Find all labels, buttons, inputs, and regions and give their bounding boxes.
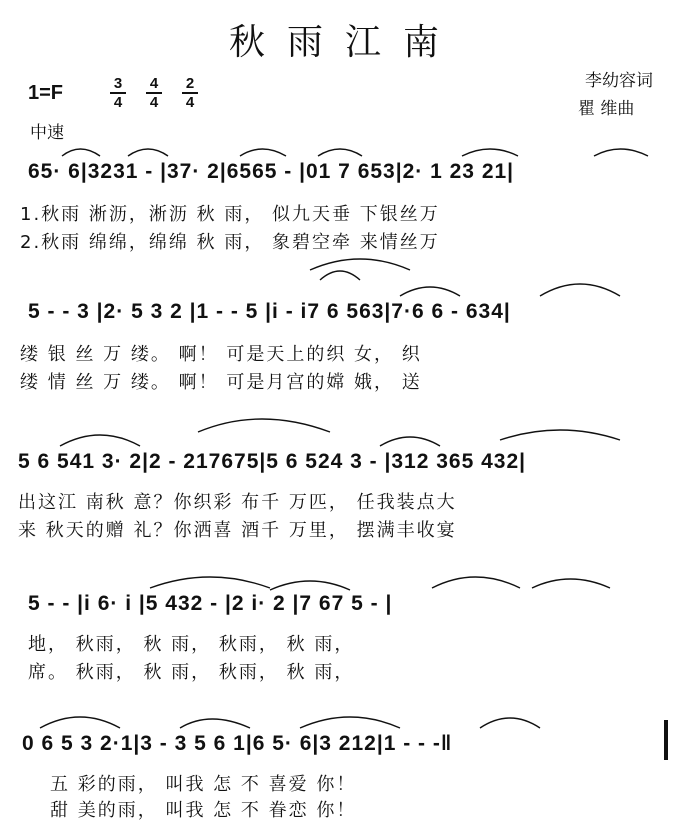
time-signature-4-4: 4 4 (146, 76, 162, 110)
lyric-line-1-verse-1: 1.秋雨 淅沥，淅沥 秋 雨， 似九天垂 下银丝万 (20, 204, 440, 225)
slur (60, 435, 140, 446)
lyric-line-4-verse-1: 地， 秋雨， 秋 雨， 秋雨， 秋 雨， (28, 634, 355, 655)
slur (128, 149, 168, 156)
notation-line-1: 65· 6|3231 - |37· 2|6565 - |01 7 653|2· 1 23 21| (28, 160, 515, 183)
slur (594, 149, 648, 156)
slur (62, 149, 100, 156)
notation-line-3: 5 6 541 3· 2|2 - 217675|5 6 524 3 - |312 365 432| (18, 450, 527, 473)
lyricist-credit: 李幼容词 (585, 71, 653, 91)
slur (480, 718, 540, 728)
slur (500, 430, 620, 440)
slur (270, 581, 350, 590)
notation-line-2: 5 - - 3 |2· 5 3 2 |1 - - 5 |i - i7 6 563|7·6 6 - 634| (28, 300, 511, 323)
lyric-line-4-verse-2: 席。 秋雨， 秋 雨， 秋雨， 秋 雨， (28, 662, 355, 683)
slur (432, 577, 520, 588)
slur (380, 437, 440, 446)
slur (318, 149, 362, 156)
lyric-line-5-verse-1: 五 彩的雨， 叫我 怎 不 喜爱 你！ (50, 774, 357, 795)
slur (40, 717, 120, 728)
notation-line-4: 5 - - |i 6· i |5 432 - |2 i· 2 |7 67 5 - | (28, 592, 393, 615)
slur (150, 577, 270, 588)
time-signature-2-4: 2 4 (182, 76, 198, 110)
lyric-line-3-verse-2: 来 秋天的赠 礼？你洒喜 酒千 万里， 摆满丰收宴 (18, 520, 457, 541)
song-title: 秋雨江南 (228, 22, 461, 63)
slur (180, 719, 250, 728)
composer-credit: 瞿 维曲 (578, 99, 635, 119)
slur (310, 259, 410, 270)
slur (400, 287, 460, 296)
lyric-line-3-verse-1: 出这江 南秋 意？你织彩 布千 万匹， 任我装点大 (18, 492, 457, 513)
lyric-line-2-verse-2: 缕 情 丝 万 缕。 啊！ 可是月宫的嫦 娥， 送 (20, 372, 422, 393)
slur (300, 717, 400, 728)
notation-line-5: 0 6 5 3 2·1|3 - 3 5 6 1|6 5· 6|3 212|1 - - -‖ (22, 732, 453, 755)
lyric-line-5-verse-2: 甜 美的雨， 叫我 怎 不 眷恋 你！ (50, 800, 357, 821)
slur (240, 149, 286, 156)
lyric-line-1-verse-2: 2.秋雨 绵绵，绵绵 秋 雨， 象碧空牵 来情丝万 (20, 232, 440, 253)
slur (462, 149, 518, 156)
slur (198, 419, 330, 432)
tempo-marking: 中速 (30, 123, 64, 143)
lyric-line-2-verse-1: 缕 银 丝 万 缕。 啊！ 可是天上的织 女， 织 (20, 344, 422, 365)
slur (320, 271, 360, 280)
slur (532, 579, 610, 588)
slur (540, 284, 620, 296)
time-signature-3-4: 3 4 (110, 76, 126, 110)
key-signature: 1=F (28, 82, 64, 104)
